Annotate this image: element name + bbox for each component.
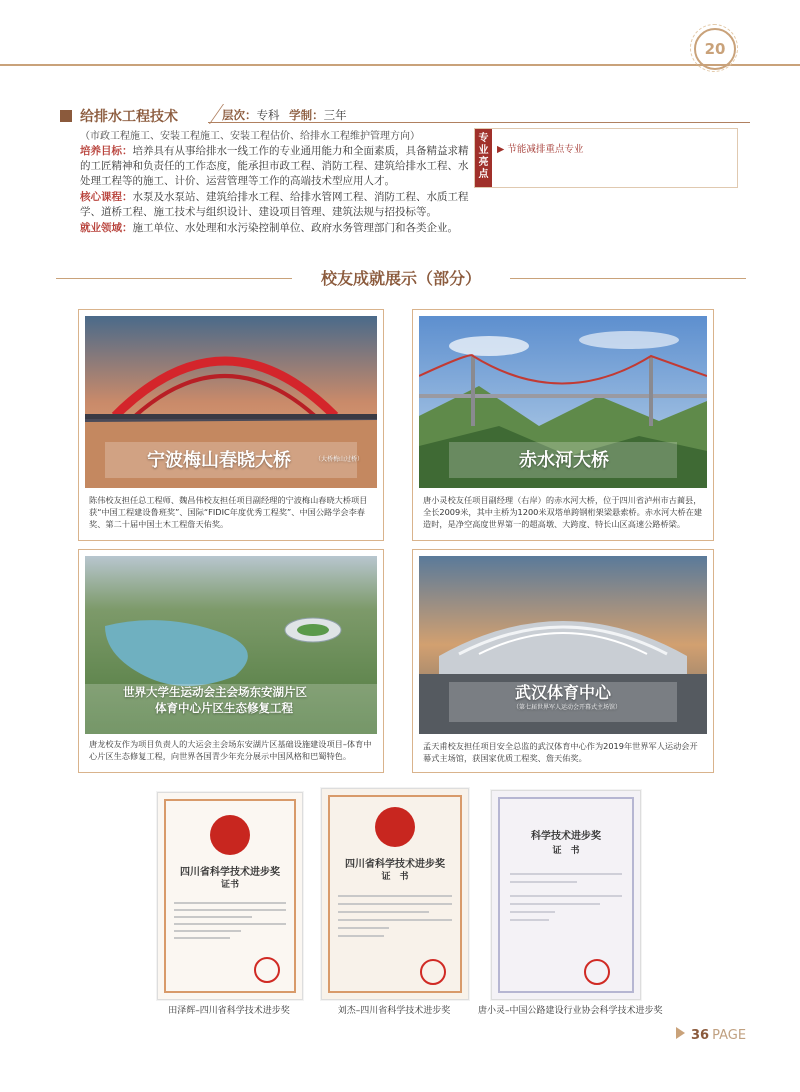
- national-emblem-icon: [210, 815, 250, 855]
- core-text: 水泵及水泵站、建筑给排水工程、给排水管网工程、消防工程、水质工程学、道桥工程、施工技术与组织设计、建设项目管理、建筑法规与招投标等。: [80, 191, 469, 218]
- certificate-liu: [321, 788, 469, 1000]
- alumni-card-ningbo: [78, 309, 384, 541]
- major-description: [80, 144, 470, 237]
- photo-chishui-bridge: [419, 316, 707, 488]
- feature-box: [474, 128, 738, 188]
- header-rule: [0, 64, 800, 66]
- banner-ningbo: 宁波梅山春晓大桥: [147, 450, 291, 471]
- banner-wuhan: 武汉体育中心: [515, 683, 612, 702]
- cert-text-lines: [174, 897, 286, 959]
- major-level: [222, 107, 347, 123]
- years-label: 学制：: [289, 108, 324, 122]
- alumni-card-chishui: [412, 309, 714, 541]
- goal-paragraph: [80, 144, 470, 189]
- banner-donganhu-2: 体育中心片区生态修复工程: [155, 701, 293, 715]
- major-title: 给排水工程技术: [80, 109, 178, 125]
- page-number: [676, 1024, 746, 1043]
- banner-ningbo-sub: （大桥梅山过桥）: [315, 456, 364, 463]
- cert-title: 科学技术进步奖: [531, 831, 601, 842]
- cert-seal-icon: [254, 957, 280, 983]
- jobs-paragraph: [80, 221, 470, 236]
- cert-title: 四川省科学技术进步奖: [345, 859, 445, 870]
- jobs-label: 就业领域：: [80, 222, 133, 234]
- page-number-value: 36: [691, 1028, 710, 1043]
- banner-wuhan-sub: （第七届世界军人运动会开幕式主场馆）: [513, 704, 622, 711]
- national-emblem-icon: [375, 807, 415, 847]
- page-suffix: PAGE: [712, 1028, 747, 1043]
- cert-caption-tian: 田泽辉–四川省科学技术进步奖: [168, 1006, 290, 1016]
- goal-label: 培养目标：: [80, 145, 133, 157]
- level-value: 专科: [256, 108, 280, 122]
- core-paragraph: [80, 190, 470, 220]
- anniversary-logo: 20: [694, 28, 736, 70]
- banner-donganhu: 世界大学生运动会主会场东安湖片区: [123, 685, 307, 699]
- caption-donganhu: 唐龙校友作为项目负责人的大运会主会场东安湖片区基础设施建设项目–体育中心片区生态修复工程，向世界各国青少年充分展示中国风格和巴蜀特色。: [89, 739, 372, 761]
- alumni-card-wuhan: [412, 549, 714, 773]
- photo-wuhan-stadium: [419, 556, 707, 734]
- photo-donganhu: [85, 556, 377, 734]
- alumni-card-donganhu: [78, 549, 384, 773]
- cert-seal-icon: [420, 959, 446, 985]
- cert-title: 四川省科学技术进步奖: [180, 867, 280, 878]
- caption-ningbo: 陈伟校友担任总工程师、魏昌伟校友担任项目副经理的宁波梅山春晓大桥项目获“中国工程建设鲁班奖”、国际“FIDIC年度优秀工程奖”、中国公路学会李春奖、第二十届中国土木工程詹天佑奖。: [89, 495, 368, 529]
- cert-caption-tang: 唐小灵–中国公路建设行业协会科学技术进步奖: [478, 1006, 663, 1016]
- cert-sub: 证 书: [552, 846, 580, 856]
- heading-slash: [189, 104, 224, 124]
- certificate-tian: [157, 792, 303, 1000]
- cert-text-lines: [510, 867, 622, 957]
- cert-seal-icon: [584, 959, 610, 985]
- major-directions: （市政工程施工、安装工程施工、安装工程估价、给排水工程维护管理方向）: [80, 131, 420, 142]
- photo-ningbo-bridge: [85, 316, 377, 488]
- certificate-tang: [491, 790, 641, 1000]
- caption-chishui: 唐小灵校友任项目副经理（右岸）的赤水河大桥，位于四川省泸州市古蔺县，全长2009米，其中主桥为1200米双塔单跨钢桁架梁悬索桥。赤水河大桥在建造时，是净空高度世界第一的超高墩、大跨度、特长山区高速公路桥梁。: [423, 495, 703, 529]
- feature-tag: 专业亮点: [475, 129, 492, 187]
- cert-text-lines: [338, 889, 452, 959]
- alumni-title: 校友成就展示（部分）: [320, 269, 481, 288]
- page-arrow-icon: [676, 1027, 685, 1039]
- core-label: 核心课程：: [80, 191, 133, 203]
- years-value: 三年: [323, 108, 347, 122]
- cert-sub: 证书: [220, 880, 239, 890]
- major-heading: [60, 106, 750, 128]
- caption-wuhan: 孟天甫校友担任项目安全总监的武汉体育中心作为2019年世界军人运动会开幕式主场馆，获国家优质工程奖、詹天佑奖。: [423, 741, 698, 763]
- alumni-heading: [56, 266, 746, 292]
- banner-chishui: 赤水河大桥: [519, 450, 609, 471]
- goal-text: 培养具有从事给排水一线工作的专业通用能力和全面素质，具备精益求精的工匠精神和负责任的工作态度，能承担市政工程、消防工程、建筑给排水工程、水处理工程等的施工、计价、运营管理等工作的高端技术型应用人才。: [80, 145, 469, 187]
- level-label: 层次：: [222, 108, 257, 122]
- cert-sub: 证 书: [381, 872, 409, 882]
- heading-square-icon: [60, 110, 72, 122]
- jobs-text: 施工单位、水处理和水污染控制单位、政府水务管理部门和各类企业。: [132, 222, 458, 234]
- cert-caption-liu: 刘杰–四川省科学技术进步奖: [337, 1006, 451, 1016]
- feature-item: ▶ 节能减排重点专业: [497, 144, 584, 155]
